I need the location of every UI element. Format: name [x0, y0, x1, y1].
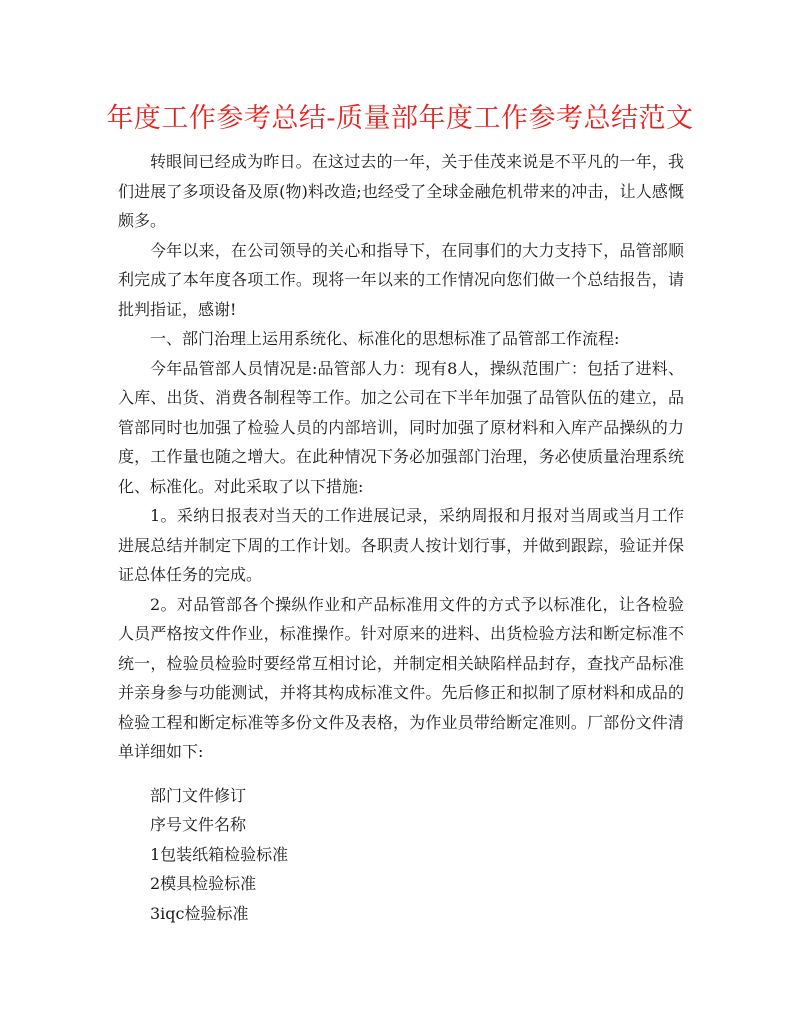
list-line-header: 序号文件名称 [150, 815, 247, 834]
paragraph-measure-2: 2。对品管部各个操纵作业和产品标准用文件的方式予以标准化，让各检验人员严格按文件作业，标准操作。针对原来的进料、出货检验方法和断定标准不统一，检验员检验时要经常互相讨论，并制定相关缺陷样品封存，查找产品标准并亲身参与功能测试，并将其构成标准文件。先后修正和拟制了原材料和成品的检验工程和断定标准等多份文件及表格，为作业员带给断定准则。厂部份文件清单详细如下: [118, 594, 684, 761]
paragraph-intro: 转眼间已经成为昨日。在这过去的一年，关于佳茂来说是不平凡的一年，我们进展了多项设备及原(物)料改造;也经受了全球金融危机带来的冲击，让人感慨颇多。 [118, 152, 684, 230]
list-line-item-2: 2模具检验标准 [150, 874, 257, 893]
list-line-item-3: 3iqc检验标准 [150, 903, 249, 923]
document-title: 年度工作参考总结-质量部年度工作参考总结范文 [106, 103, 694, 134]
paragraph-staffing: 今年品管部人员情况是:品管部人力：现有8人，操纵范围广：包括了进料、入库、出货、消费各制程等工作。加之公司在下半年加强了品管队伍的建立，品管部同时也加强了检验人员的内部培训，同时加强了原材料和入库产品操纵的力度，工作量也随之增大。在此种情况下务必加强部门治理，务必使质量治理系统化、标准化。对此采取了以下措施: [118, 358, 684, 496]
paragraph-measure-1: 1。采纳日报表对当天的工作进展记录，采纳周报和月报对当周或当月工作进展总结并制定下周的工作计划。各职责人按计划行事，并做到跟踪，验证并保证总体任务的完成。 [118, 506, 684, 584]
list-line-dept-revision: 部门文件修订 [150, 785, 247, 805]
paragraph-summary: 今年以来，在公司领导的关心和指导下，在同事们的大力支持下，品管部顺利完成了本年度各项工作。现将一年以来的工作情况向您们做一个总结报告，请批判指证，感谢! [118, 240, 684, 319]
list-line-item-1: 1包装纸箱检验标准 [150, 844, 289, 864]
document-body [118, 147, 684, 928]
section-heading-1: 一、部门治理上运用系统化、标准化的思想标准了品管部工作流程: [150, 329, 620, 348]
